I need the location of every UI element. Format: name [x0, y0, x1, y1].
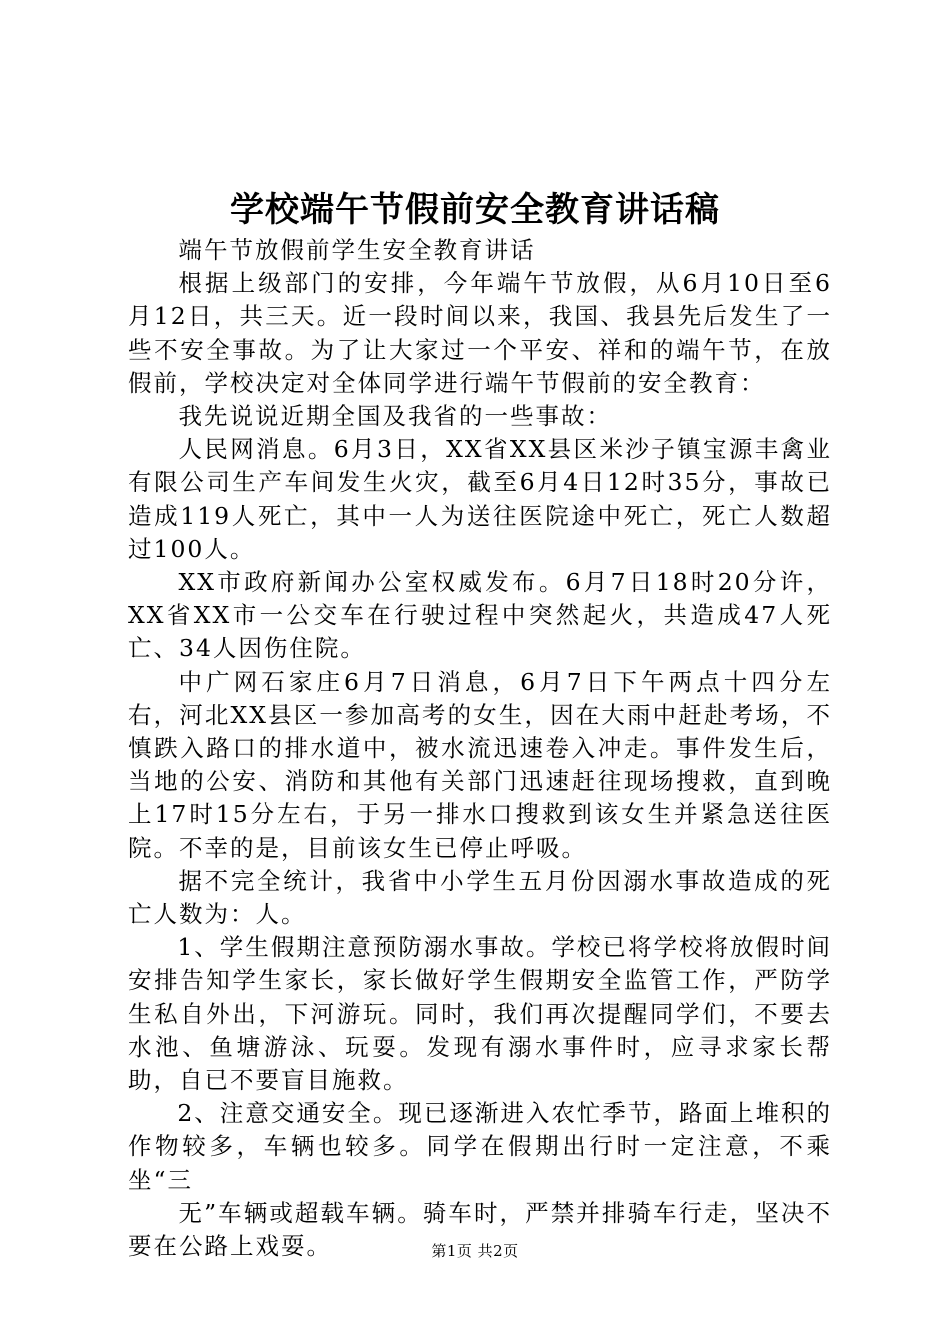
page-footer: 第1页 共2页: [431, 1242, 519, 1260]
document-title: 学校端午节假前安全教育讲话稿: [230, 190, 720, 230]
document-body: [128, 234, 832, 1263]
paragraph-traffic-safety-cont: 无”车辆或超载车辆。骑车时，严禁并排骑车行走，坚决不要在公路上戏耍。: [128, 1198, 832, 1261]
paragraph-intro: 根据上级部门的安排，今年端午节放假，从6月10日至6月12日，共三天。近一段时间以来，我国、我县先后发生了一些不安全事故。为了让大家过一个平安、祥和的端午节，在放假前，学校决定对全体同学进行端午节假前的安全教育：: [128, 269, 832, 397]
paragraph-subtitle: 端午节放假前学生安全教育讲话: [178, 236, 536, 264]
paragraph-fire-news: 人民网消息。6月3日，XX省XX县区米沙子镇宝源丰禽业有限公司生产车间发生火灾，截至6月4日12时35分，事故已造成119人死亡，其中一人为送往医院途中死亡，死亡人数超过100人。: [128, 435, 832, 563]
paragraph-drowning-stats: 据不完全统计，我省中小学生五月份因溺水事故造成的死亡人数为：人。: [128, 866, 832, 929]
paragraph-traffic-safety: 2、注意交通安全。现已逐渐进入农忙季节，路面上堆积的作物较多，车辆也较多。同学在假期出行时一定注意，不乘坐“三: [128, 1099, 832, 1194]
paragraph-drowning-prevention: 1、学生假期注意预防溺水事故。学校已将学校将放假时间安排告知学生家长，家长做好学生假期安全监管工作，严防学生私自外出，下河游玩。同时，我们再次提醒同学们，不要去水池、鱼塘游泳、玩耍。发现有溺水事件时，应寻求家长帮助，自已不要盲目施救。: [128, 933, 832, 1095]
paragraph-bus-news: XX市政府新闻办公室权威发布。6月7日18时20分许，XX省XX市一公交车在行驶过程中突然起火，共造成47人死亡、34人因伤住院。: [128, 568, 832, 663]
paragraph-drainage-news: 中广网石家庄6月7日消息，6月7日下午两点十四分左右，河北XX县区一参加高考的女生，因在大雨中赶赴考场，不慎跌入路口的排水道中，被水流迅速卷入冲走。事件发生后，当地的公安、消防和其他有关部门迅速赶往现场搜救，直到晚上17时15分左右，于另一排水口搜救到该女生并紧急送往医院。不幸的是，目前该女生已停止呼吸。: [128, 667, 832, 862]
paragraph-accidents-lead: 我先说说近期全国及我省的一些事故：: [178, 402, 613, 431]
